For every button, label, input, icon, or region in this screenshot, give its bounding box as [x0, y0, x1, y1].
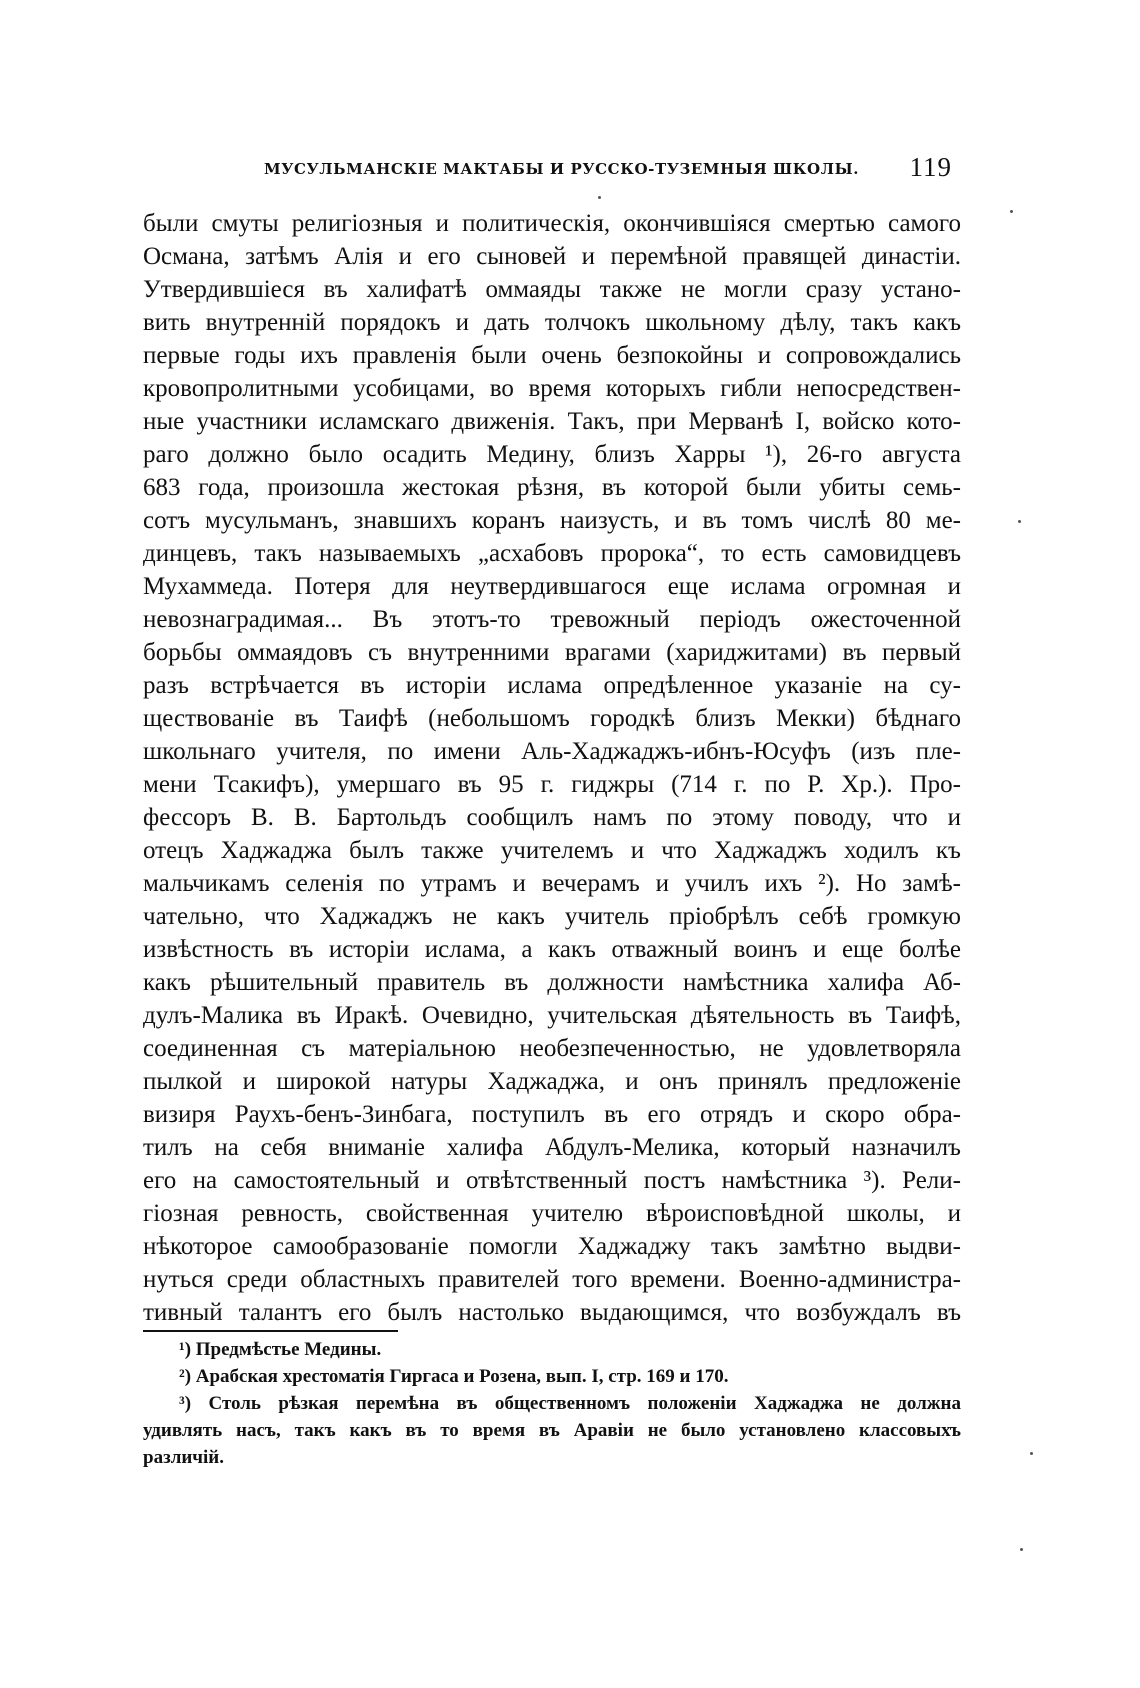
text-line: динцевъ, такъ называемыхъ „асхабовъ пророка“, то есть самовидцевъ [143, 540, 961, 567]
text-line: ные участники исламскаго движенія. Такъ, при Мерванѣ I, войско кото- [143, 408, 961, 435]
scan-speck [1010, 210, 1013, 213]
text-line: нуться среди областныхъ правителей того времени. Военно-администра- [143, 1266, 961, 1293]
text-line: нѣкоторое самообразованіе помогли Хаджаджу такъ замѣтно выдви- [143, 1233, 961, 1260]
text-line: школьнаго учителя, по имени Аль-Хаджаджъ-ибнъ-Юсуфъ (изъ пле- [143, 738, 961, 765]
text-line: фессоръ В. В. Бартольдъ сообщилъ намъ по этому поводу, что и [143, 804, 961, 831]
footnotes [143, 1336, 961, 1471]
text-line: первые годы ихъ правленія были очень безпокойны и сопровождались [143, 342, 961, 369]
text-line: борьбы оммаядовъ съ внутренними врагами (хариджитами) въ первый [143, 639, 961, 666]
text-line: Османа, затѣмъ Алія и его сыновей и перемѣной правящей династіи. [143, 243, 961, 270]
text-line: сотъ мусульманъ, знавшихъ коранъ наизусть, и въ томъ числѣ 80 ме- [143, 507, 961, 534]
footnote-2: ²) Арабская хрестоматія Гиргаса и Розена, вып. I, стр. 169 и 170. [179, 1366, 729, 1387]
text-line: вить внутренній порядокъ и дать толчокъ школьному дѣлу, такъ какъ [143, 309, 961, 336]
text-line: ществованіе въ Таифѣ (небольшомъ городкѣ близъ Мекки) бѣднаго [143, 705, 961, 732]
text-line: соединенная съ матеріальною необезпеченностью, не удовлетворяла [143, 1035, 961, 1062]
footnote-divider [143, 1330, 398, 1332]
running-title: МУСУЛЬМАНСКІЕ МАКТАБЫ И РУССКО-ТУЗЕМНЫЯ ШКОЛЫ. [264, 160, 860, 178]
scan-speck [1020, 1548, 1023, 1551]
page-number: 119 [909, 152, 952, 182]
text-line: раго должно было осадить Медину, близъ Харры ¹), 26-го августа [143, 441, 961, 468]
text-line: мени Тсакифъ), умершаго въ 95 г. гиджры (714 г. по Р. Хр.). Про- [143, 771, 961, 798]
text-line: извѣстность въ исторіи ислама, а какъ отважный воинъ и еще болѣе [143, 936, 961, 963]
footnote-3: ³) Столь рѣзкая перемѣна въ общественномъ положеніи Хаджаджа не должна [179, 1393, 961, 1414]
page-header [248, 150, 960, 190]
text-line: пылкой и широкой натуры Хаджаджа, и онъ принялъ предложеніе [143, 1068, 961, 1095]
text-line: Утвердившіеся въ халифатѣ оммаяды также не могли сразу устано- [143, 276, 961, 303]
scan-speck [1030, 1452, 1033, 1455]
footnote-1: ¹) Предмѣстье Медины. [179, 1339, 382, 1360]
text-line: визиря Раухъ-бенъ-Зинбага, поступилъ въ его отрядъ и скоро обра- [143, 1101, 961, 1128]
text-line: отецъ Хаджаджа былъ также учителемъ и что Хаджаджъ ходилъ къ [143, 837, 961, 864]
text-line: 683 года, произошла жестокая рѣзня, въ которой были убиты семь- [143, 474, 961, 501]
main-text [143, 207, 961, 1329]
text-line: какъ рѣшительный правитель въ должности намѣстника халифа Аб- [143, 969, 961, 996]
text-line: тилъ на себя вниманіе халифа Абдулъ-Мелика, который назначилъ [143, 1134, 961, 1161]
text-line: мальчикамъ селенія по утрамъ и вечерамъ и училъ ихъ ²). Но замѣ- [143, 870, 961, 897]
footnote-3-continued: удивлять насъ, такъ какъ въ то время въ Аравіи не было установлено классовыхъ [143, 1420, 961, 1441]
text-line: Мухаммеда. Потеря для неутвердившагося еще ислама огромная и [143, 573, 961, 600]
text-line: чательно, что Хаджаджъ не какъ учитель пріобрѣлъ себѣ громкую [143, 903, 961, 930]
text-line: тивный талантъ его былъ настолько выдающимся, что возбуждалъ въ [143, 1299, 961, 1326]
text-line: разъ встрѣчается въ исторіи ислама опредѣленное указаніе на су- [143, 672, 961, 699]
text-line: кровопролитными усобицами, во время которыхъ гибли непосредствен- [143, 375, 961, 402]
scan-speck [1018, 520, 1021, 523]
text-line: гіозная ревность, свойственная учителю вѣроисповѣдной школы, и [143, 1200, 961, 1227]
text-line: его на самостоятельный и отвѣтственный постъ намѣстника ³). Рели- [143, 1167, 961, 1194]
text-line: невознаградимая... Въ этотъ-то тревожный періодъ ожесточенной [143, 606, 961, 633]
text-line: были смуты религіозныя и политическія, окончившіяся смертью самого [143, 210, 961, 237]
scan-speck [598, 196, 601, 199]
text-line: дулъ-Малика въ Иракѣ. Очевидно, учительская дѣятельность въ Таифѣ, [143, 1002, 961, 1029]
footnote-3-end: различій. [143, 1447, 225, 1468]
